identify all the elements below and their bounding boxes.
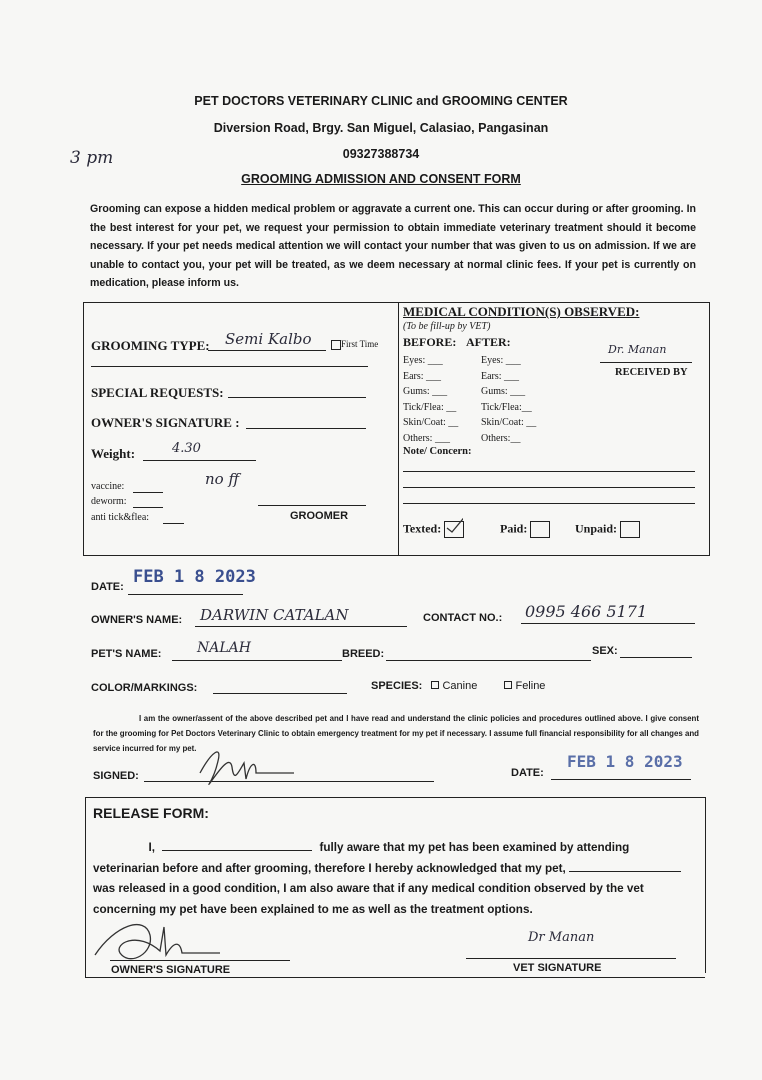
before-list	[403, 353, 458, 447]
release-text-1: fully aware that my pet has been examined by attending veterinarian before and after grooming, therefore I hereby acknowledged that my pet,	[93, 841, 630, 875]
clinic-address: Diversion Road, Brgy. San Miguel, Calasiao, Pangasinan	[213, 121, 549, 135]
after-item: Gums: ___	[481, 386, 526, 398]
note-line-1[interactable]	[403, 471, 695, 472]
first-time-checkbox[interactable]	[331, 340, 341, 350]
clinic-phone: 09327388734	[342, 147, 420, 161]
release-right-border	[705, 797, 706, 973]
owner-signature-scribble	[170, 733, 300, 793]
pet-name-label: PET'S NAME:	[91, 648, 162, 660]
vaccine-label: vaccine:	[91, 481, 125, 492]
color-markings-label: COLOR/MARKINGS:	[91, 682, 198, 694]
time-handwritten: 3 pm	[70, 148, 114, 168]
received-by-label: RECEIVED BY	[615, 367, 688, 378]
vaccine-note: no ff	[205, 470, 240, 488]
grooming-type-label: GROOMING TYPE:	[91, 338, 210, 353]
contact-label: CONTACT NO.:	[423, 612, 503, 624]
canine-checkbox[interactable]	[431, 681, 439, 689]
owner-signature-label: OWNER'S SIGNATURE :	[91, 415, 240, 430]
special-requests-label: SPECIAL REQUESTS:	[91, 385, 224, 400]
weight-line	[143, 460, 256, 461]
owner-name-label: OWNER'S NAME:	[91, 614, 183, 626]
sex-field[interactable]	[620, 657, 692, 658]
note-line-3[interactable]	[403, 503, 695, 504]
sex-label: SEX:	[592, 645, 618, 657]
first-time-label: First Time	[341, 339, 379, 349]
release-title: RELEASE FORM:	[93, 805, 209, 821]
vet-signature-value: Dr Manan	[528, 930, 595, 945]
paid-option[interactable]	[500, 521, 550, 538]
groomer-line	[258, 505, 366, 506]
before-item: Ears: ___	[403, 370, 442, 382]
owner-signature-field[interactable]	[246, 428, 366, 429]
grooming-type-line	[208, 350, 326, 351]
medical-title: MEDICAL CONDITION(S) OBSERVED:	[403, 304, 640, 319]
consent-date-label: DATE:	[511, 767, 544, 779]
pet-name-line	[172, 660, 342, 661]
texted-label: Texted:	[403, 521, 442, 536]
note-concern-label: Note/ Concern:	[403, 446, 472, 457]
after-item: Others:__	[481, 432, 521, 444]
date-label: DATE:	[91, 581, 124, 593]
note-line-2[interactable]	[403, 487, 695, 488]
consent-paragraph: I am the owner/assent of the above described pet and I have read and understand the clinic policies and procedures outlined above. I give consent for the grooming for Pet Doctors Veterinary Clinic to obtain emergency treatment for my pet if necessary. I assume full financial responsibility for all changes and service incurred for my pet.	[93, 714, 699, 753]
breed-field[interactable]	[386, 660, 591, 661]
panel-divider	[398, 302, 399, 556]
after-item: Tick/Flea:__	[481, 401, 532, 413]
owner-signature-line[interactable]	[110, 960, 290, 961]
release-text-2: was released in a good condition, I am also aware that if any medical condition observed by the vet concerning my pet have been explained to me as well as the treatment options.	[93, 882, 644, 916]
release-owner-sig-label: OWNER'S SIGNATURE	[111, 964, 231, 976]
vaccine-line	[133, 492, 163, 493]
release-pet-field[interactable]	[569, 860, 681, 872]
date-line	[128, 594, 243, 595]
paid-label: Paid:	[500, 521, 528, 536]
vet-signature-line[interactable]	[466, 958, 676, 959]
special-requests-field[interactable]	[228, 397, 366, 398]
anti-tick-label: anti tick&flea:	[91, 512, 150, 523]
feline-checkbox[interactable]	[504, 681, 512, 689]
owner-name-line	[195, 626, 407, 627]
breed-label: BREED:	[342, 648, 385, 660]
after-item: Skin/Coat: __	[481, 417, 537, 429]
grooming-type-value[interactable]: Semi Kalbo	[225, 330, 312, 348]
release-vet-sig-label: VET SIGNATURE	[513, 962, 602, 974]
before-item: Skin/Coat: __	[403, 417, 459, 429]
received-by-name: Dr. Manan	[608, 343, 667, 356]
unpaid-label: Unpaid:	[575, 521, 618, 536]
unpaid-checkbox[interactable]	[620, 521, 640, 538]
release-i-label: I,	[148, 841, 155, 854]
species-group	[371, 680, 545, 692]
deworm-label: deworm:	[91, 496, 127, 507]
after-item: Eyes: ___	[481, 355, 521, 366]
before-item: Gums: ___	[403, 386, 448, 398]
consent-date-stamp: FEB 1 8 2023	[567, 752, 683, 771]
contact-line	[521, 623, 695, 624]
contact-value[interactable]: 0995 466 5171	[525, 602, 648, 621]
species-label: SPECIES:	[371, 680, 423, 692]
intro-paragraph: Grooming can expose a hidden medical problem or aggravate a current one. This can occur during or after grooming. In the best interest for your pet, we request your permission to obtain immediate veterinary treatment should it become necessary. If your pet needs medical attention we will contact your number that was given to us on admission. If we are unable to contact you, your pet will be treated, as we deem necessary at normal clinic fees. If your pet is currently on medication, please inform us.	[90, 203, 696, 290]
before-item: Eyes: ___	[403, 355, 443, 366]
after-list	[481, 353, 536, 447]
texted-option[interactable]	[403, 521, 464, 538]
weight-value[interactable]: 4.30	[172, 441, 201, 456]
consent-date-line	[551, 779, 691, 780]
form-title: GROOMING ADMISSION AND CONSENT FORM	[241, 172, 521, 186]
after-label: AFTER:	[466, 335, 511, 349]
medical-subtitle: (To be fill-up by VET)	[403, 321, 491, 332]
grooming-extra-line	[91, 366, 368, 367]
received-by-line	[600, 362, 692, 363]
clinic-name: PET DOCTORS VETERINARY CLINIC and GROOMING CENTER	[194, 94, 568, 108]
deworm-line	[133, 507, 163, 508]
first-time-option[interactable]	[331, 339, 378, 350]
before-item: Others: ___	[403, 432, 450, 444]
paid-checkbox[interactable]	[530, 521, 550, 538]
date-stamp: FEB 1 8 2023	[133, 567, 256, 587]
weight-label: Weight:	[91, 446, 136, 461]
canine-label: Canine	[442, 680, 478, 692]
owner-name-value[interactable]: DARWIN CATALAN	[200, 606, 349, 624]
unpaid-option[interactable]	[575, 521, 640, 538]
before-item: Tick/Flea: __	[403, 401, 457, 413]
pet-name-value[interactable]: NALAH	[197, 640, 251, 656]
check-mark-icon	[445, 518, 463, 533]
anti-tick-line	[163, 523, 184, 524]
signed-label: SIGNED:	[93, 770, 139, 782]
after-item: Ears: ___	[481, 370, 520, 382]
groomer-label: GROOMER	[290, 510, 349, 522]
release-name-field[interactable]	[162, 839, 312, 851]
color-markings-field[interactable]	[213, 693, 347, 694]
feline-label: Feline	[515, 680, 546, 692]
before-label: BEFORE:	[403, 335, 457, 349]
texted-checkbox[interactable]	[444, 521, 464, 538]
